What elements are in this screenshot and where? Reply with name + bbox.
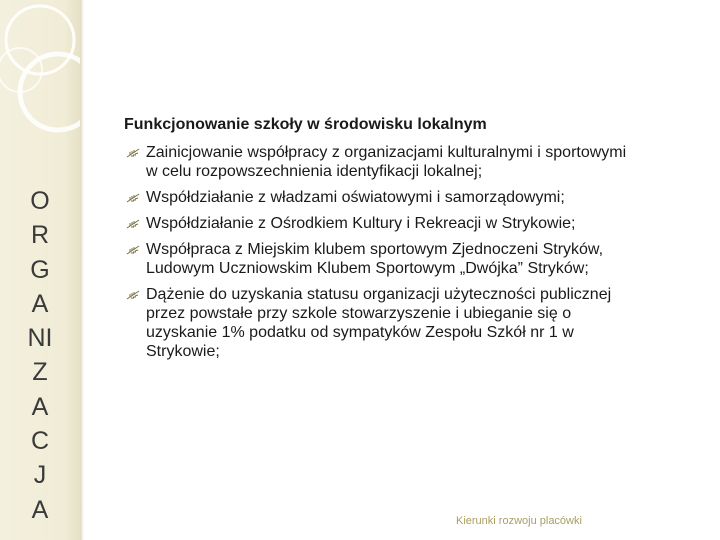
bullet-line: Współdziałanie z władzami oświatowymi i samorządowymi; (146, 189, 565, 206)
feather-bullet-icon (126, 148, 140, 158)
vertical-letter: C (30, 427, 50, 456)
slide-content (124, 116, 704, 368)
slide-heading: Funkcjonowanie szkoły w środowisku lokalnym (124, 116, 487, 133)
vertical-letter: Z (32, 358, 48, 387)
vertical-letter: NI (27, 324, 53, 353)
sidebar-divider (80, 0, 84, 540)
bullet-line: Strykowie; (146, 343, 220, 360)
list-item (124, 188, 704, 207)
feather-bullet-icon (126, 245, 140, 255)
vertical-letter: G (30, 255, 50, 284)
bullet-list (124, 143, 704, 361)
feather-bullet-icon (126, 219, 140, 229)
list-item (124, 240, 704, 278)
feather-bullet-icon (126, 193, 140, 203)
sidebar-panel (0, 0, 80, 540)
bullet-line: uzyskanie 1% podatku od sympatyków Zespołu Szkół nr 1 w (146, 324, 574, 341)
vertical-letter: O (30, 187, 50, 215)
list-item (124, 285, 704, 361)
bullet-line: Ludowym Uczniowskim Klubem Sportowym „Dwójka” Stryków; (146, 260, 589, 277)
bullet-line: przez powstałe przy szkole stowarzyszenie i ubieganie się o (146, 305, 572, 322)
vertical-letter: A (31, 289, 49, 318)
bullet-line: Dążenie do uzyskania statusu organizacji użyteczności publicznej (146, 286, 612, 303)
feather-bullet-icon (126, 290, 140, 300)
vertical-letter: J (33, 461, 47, 490)
bullet-line: w celu rozpowszechnienia identyfikacji lokalnej; (146, 163, 483, 180)
bullet-line: Zainicjowanie współpracy z organizacjami kulturalnymi i sportowymi (146, 144, 627, 161)
decorative-circles-icon (0, 0, 80, 200)
vertical-letter: A (31, 495, 49, 524)
vertical-letter: A (31, 392, 49, 421)
list-item (124, 214, 704, 233)
list-item (124, 143, 704, 181)
vertical-title (0, 184, 80, 527)
bullet-line: Współdziałanie z Ośrodkiem Kultury i Rekreacji w Strykowie; (146, 215, 576, 232)
vertical-letter: R (30, 221, 50, 250)
footer-text: Kierunki rozwoju placówki (456, 515, 582, 527)
bullet-line: Współpraca z Miejskim klubem sportowym Zjednoczeni Stryków, (146, 241, 604, 258)
